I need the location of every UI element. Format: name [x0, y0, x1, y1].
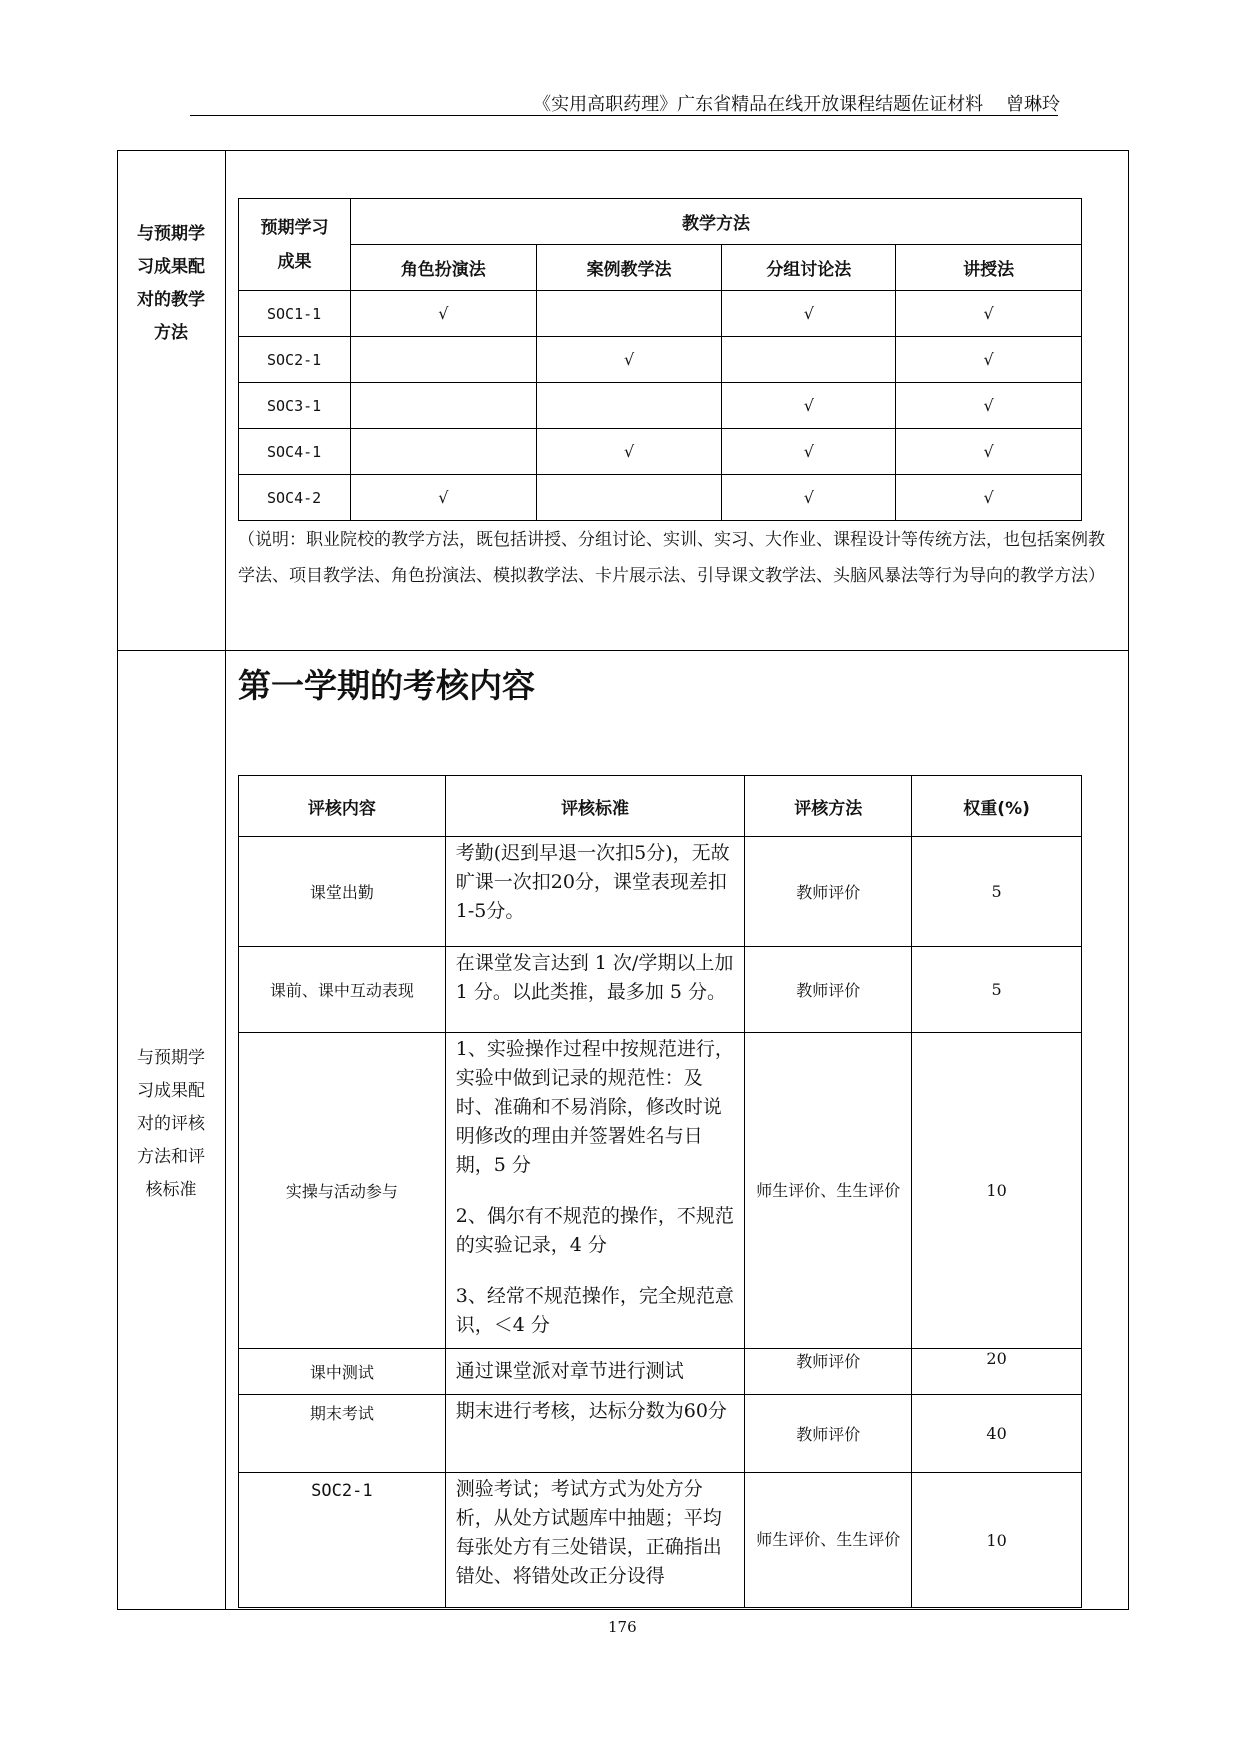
standard-part: 2、偶尔有不规范的操作，不规范的实验记录，4 分: [455, 1205, 734, 1256]
methods-group-header: 教学方法: [350, 199, 1081, 245]
assessment-method: 师生评价、生生评价: [745, 1473, 912, 1608]
assessment-standard: 测验考试；考试方式为处方分析，从处方试题库中抽题；平均每张处方有三处错误，正确指出错处、将错处改正分设得: [445, 1473, 745, 1608]
standard-part: 1、实验操作过程中按规范进行，实验中做到记录的规范性：及时、准确和不易消除，修改时说明修改的理由并签署姓名与日期，5 分: [455, 1038, 734, 1176]
section1-label-line: 习成果配: [137, 257, 205, 277]
table-row: [239, 383, 1082, 429]
header-title: 《实用高职药理》广东省精品在线开放课程结题佐证材料: [533, 94, 984, 115]
teaching-methods-table: [238, 198, 1082, 521]
check-cell: √: [536, 337, 722, 383]
table-row: [239, 291, 1082, 337]
assessment-method: 教师评价: [745, 1349, 912, 1395]
assessment-content: 实操与活动参与: [239, 1033, 446, 1349]
column-header: 评核方法: [745, 776, 912, 837]
check-cell: √: [896, 429, 1082, 475]
assessment-table: [238, 775, 1082, 1608]
assessment-weight: 5: [912, 837, 1082, 947]
assessment-weight: 20: [912, 1349, 1082, 1395]
method-header: 案例教学法: [536, 245, 722, 291]
column-header: 评核标准: [445, 776, 745, 837]
assessment-standard: 通过课堂派对章节进行测试: [445, 1349, 745, 1395]
section2-label-line: 对的评核: [137, 1114, 205, 1134]
method-header: 角色扮演法: [350, 245, 536, 291]
outcome-header: 预期学习 成果: [239, 199, 351, 291]
table-row: [239, 1395, 1082, 1473]
table-row: [239, 1033, 1082, 1349]
assessment-weight: 10: [912, 1033, 1082, 1349]
assessment-content: 课前、课中互动表现: [239, 947, 446, 1033]
check-cell: √: [536, 429, 722, 475]
frame-divider-vertical: [225, 150, 226, 1610]
column-header: 评核内容: [239, 776, 446, 837]
check-cell: [536, 475, 722, 521]
table-header-row: [239, 776, 1082, 837]
assessment-standard: 在课堂发言达到 1 次/学期以上加 1 分。以此类推，最多加 5 分。: [445, 947, 745, 1033]
check-cell: √: [896, 475, 1082, 521]
frame-divider-horizontal: [117, 650, 1129, 651]
assessment-method: 教师评价: [745, 1395, 912, 1473]
section1-label: [117, 218, 225, 350]
check-cell: √: [896, 383, 1082, 429]
check-cell: [722, 337, 896, 383]
check-cell: √: [350, 475, 536, 521]
assessment-content: 课堂出勤: [239, 837, 446, 947]
section2-label: [117, 1042, 225, 1207]
check-cell: [536, 291, 722, 337]
table-row: [239, 837, 1082, 947]
section2-label-line: 方法和评: [137, 1147, 205, 1167]
check-cell: √: [350, 291, 536, 337]
assessment-standard: 期末进行考核，达标分数为60分: [445, 1395, 745, 1473]
standard-part: 3、经常不规范操作，完全规范意识，＜4 分: [455, 1285, 734, 1336]
table-row: [239, 429, 1082, 475]
section1-label-line: 与预期学: [137, 224, 205, 244]
table-row: [239, 947, 1082, 1033]
outcome-code: SOC3-1: [239, 383, 351, 429]
assessment-weight: 10: [912, 1473, 1082, 1608]
check-cell: √: [896, 337, 1082, 383]
assessment-content: 期末考试: [239, 1395, 446, 1473]
method-header: 讲授法: [896, 245, 1082, 291]
section1-label-line: 方法: [154, 323, 188, 343]
assessment-standard: [445, 1033, 745, 1349]
assessment-content: 课中测试: [239, 1349, 446, 1395]
section1-label-line: 对的教学: [137, 290, 205, 310]
check-cell: √: [722, 291, 896, 337]
check-cell: √: [896, 291, 1082, 337]
page-header: [533, 90, 1060, 116]
assessment-method: 教师评价: [745, 837, 912, 947]
table-row: [239, 1349, 1082, 1395]
check-cell: √: [722, 429, 896, 475]
assessment-weight: 40: [912, 1395, 1082, 1473]
check-cell: √: [722, 383, 896, 429]
method-header: 分组讨论法: [722, 245, 896, 291]
check-cell: [350, 383, 536, 429]
section2-label-line: 核标准: [145, 1180, 197, 1200]
outcome-code: SOC4-1: [239, 429, 351, 475]
check-cell: [350, 337, 536, 383]
section2-label-line: 与预期学: [137, 1048, 205, 1068]
table-row: [239, 337, 1082, 383]
column-header: 权重(%): [912, 776, 1082, 837]
assessment-method: 师生评价、生生评价: [745, 1033, 912, 1349]
check-cell: [350, 429, 536, 475]
header-rule: [190, 115, 1058, 116]
check-cell: √: [722, 475, 896, 521]
assessment-standard: 考勤(迟到早退一次扣5分)，无故旷课一次扣20分，课堂表现差扣1-5分。: [445, 837, 745, 947]
assessment-content: SOC2-1: [239, 1473, 446, 1608]
outcome-code: SOC1-1: [239, 291, 351, 337]
methods-note: （说明：职业院校的教学方法，既包括讲授、分组讨论、实训、实习、大作业、课程设计等传统方法，也包括案例教学法、项目教学法、角色扮演法、模拟教学法、卡片展示法、引导课文教学法、头脑风暴法等行为导向的教学方法）: [238, 530, 1105, 586]
outcome-code: SOC2-1: [239, 337, 351, 383]
assessment-title: 第一学期的考核内容: [238, 666, 535, 705]
table-row: [239, 1473, 1082, 1608]
page-number: 176: [608, 1618, 637, 1636]
outcome-code: SOC4-2: [239, 475, 351, 521]
check-cell: [536, 383, 722, 429]
section2-label-line: 习成果配: [137, 1081, 205, 1101]
assessment-weight: 5: [912, 947, 1082, 1033]
table-row: [239, 475, 1082, 521]
assessment-method: 教师评价: [745, 947, 912, 1033]
header-author: 曾琳玲: [1006, 94, 1060, 115]
